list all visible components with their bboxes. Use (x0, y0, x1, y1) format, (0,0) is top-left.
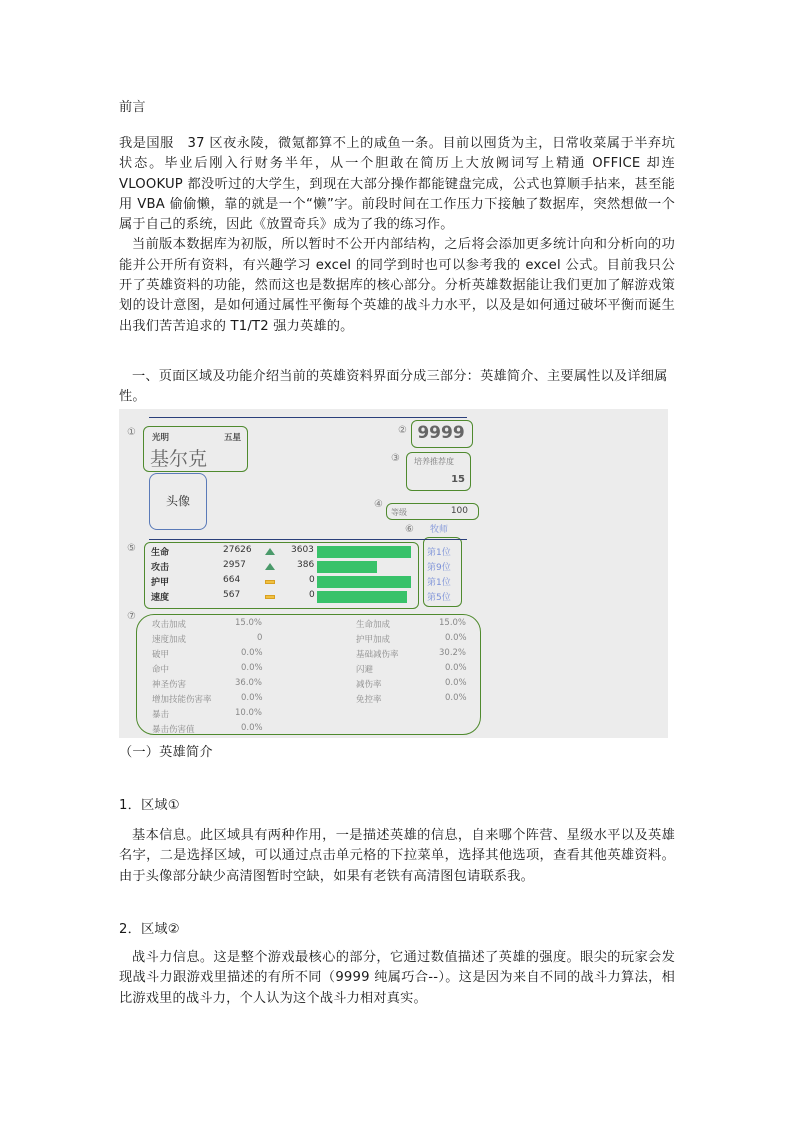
detail-value: 15.0% (439, 618, 467, 628)
marker-1: ① (127, 427, 136, 438)
level-value: 100 (450, 506, 468, 516)
detail-value: 0.0% (241, 723, 263, 733)
stat-value: 664 (223, 575, 241, 585)
stat-name: 护甲 (151, 578, 170, 588)
faction-select[interactable]: 光明 (152, 433, 170, 443)
stat-delta: 3603 (291, 545, 314, 555)
intro-paragraph-2: 当前版本数据库为初版，所以暂时不公开内部结构，之后将会添加更多统计向和分析向的功能并公开所有资料，有兴趣学习 excel 的同学到时也可以参考我的 excel 公式。目前我只公开了英雄资料的功能，然而这也是数据库的核心部分。分析英雄数据能让我们更加了解游戏策划的设计意图，是如何通过属性平衡每个英雄的战斗力水平，以及是如何通过破坏平衡而诞生出我们苦苦追求的 T1/T2 强力英雄的。 (119, 237, 675, 334)
detail-key: 暴击 (152, 710, 170, 720)
detail-value: 0.0% (241, 648, 263, 658)
class-label: 牧师 (430, 525, 449, 535)
stat-row (119, 590, 668, 605)
marker-5: ⑤ (127, 543, 136, 554)
detail-value: 30.2% (439, 648, 467, 658)
stat-row (119, 575, 668, 590)
level-label: 等级 (391, 508, 407, 517)
stat-bar (317, 561, 377, 573)
area-1-title: 1．区域① (119, 798, 180, 813)
detail-value: 0.0% (241, 663, 263, 673)
detail-value: 0.0% (445, 633, 467, 643)
hero-profile-figure (119, 409, 668, 738)
stat-bar (317, 546, 411, 558)
area-2-title: 2．区域② (119, 922, 180, 937)
stat-name: 攻击 (151, 563, 170, 573)
marker-3: ③ (391, 453, 400, 464)
marker-7: ⑦ (127, 611, 136, 622)
detail-value: 0.0% (445, 678, 467, 688)
trend-up-icon (265, 563, 275, 570)
stat-bar (317, 576, 411, 588)
stat-name: 速度 (151, 593, 170, 603)
detail-key: 增加技能伤害率 (152, 695, 212, 705)
area-2-body: 战斗力信息。这是整个游戏最核心的部分，它通过数值描述了英雄的强度。眼尖的玩家会发现战斗力跟游戏里描述的有所不同（9999 纯属巧合--）。这是因为来自不同的战斗力算法，相比游戏里的战斗力，个人认为这个战斗力相对真实。 (119, 950, 675, 1006)
detail-key: 破甲 (152, 650, 170, 660)
stat-value: 27626 (223, 545, 252, 555)
detail-value: 0.0% (445, 693, 467, 703)
area-1-body: 基本信息。此区域具有两种作用，一是描述英雄的信息，自来哪个阵营、星级水平以及英雄名字，二是选择区域，可以通过点击单元格的下拉菜单，选择其他选项，查看其他英雄资料。由于头像部分缺少高清图暂时空缺，如果有老铁有高清图包请联系我。 (119, 828, 675, 884)
top-rule (149, 417, 467, 418)
stat-rank: 第5位 (427, 593, 451, 603)
intro-block (119, 134, 675, 337)
marker-6: ⑥ (405, 524, 414, 535)
hero-name-select[interactable]: 基尔克 (150, 448, 208, 470)
intro-paragraph-1: 我是国服 37 区夜永陵，微氪都算不上的咸鱼一条。目前以囤货为主，日常收菜属于半弃坑状态。毕业后刚入行财务半年，从一个胆敢在简历上大放阙词写上精通 OFFICE 却连 VLOOKUP 都没听过的大学生，到现在大部分操作都能键盘完成，公式也算顺手拈来，甚至能用 VBA 偷偷懒，靠的就是一个“懒”字。前段时间在工作压力下接触了数据库，突然想做一个属于自己的系统，因此《放置奇兵》成为了我的练习作。 (119, 136, 675, 233)
stat-rank: 第1位 (427, 578, 451, 588)
level-box (386, 503, 479, 520)
detail-value: 10.0% (235, 708, 263, 718)
power-box (411, 420, 473, 448)
stat-rank: 第1位 (427, 548, 451, 558)
detail-value: 36.0% (235, 678, 263, 688)
stats-rule (149, 539, 467, 540)
stat-value: 567 (223, 590, 241, 600)
detail-key: 免控率 (356, 695, 382, 705)
detail-value: 15.0% (235, 618, 263, 628)
detail-key: 神圣伤害 (152, 680, 187, 690)
trend-flat-icon (265, 595, 275, 599)
stat-bar (317, 591, 407, 603)
stat-value: 2957 (223, 560, 246, 570)
preface-heading: 前言 (119, 100, 146, 115)
hero-basic-info-box[interactable] (143, 426, 248, 472)
detail-stats-box (136, 614, 481, 735)
trend-flat-icon (265, 580, 275, 584)
train-recommend-box (406, 452, 471, 491)
detail-key: 攻击加成 (152, 620, 187, 630)
power-value: 9999 (417, 423, 465, 443)
detail-value: 0.0% (445, 663, 467, 673)
marker-2: ② (398, 425, 407, 436)
detail-key: 闪避 (356, 665, 374, 675)
train-label: 培养推荐度 (414, 457, 454, 466)
marker-4: ④ (374, 499, 383, 510)
stat-delta: 0 (309, 575, 315, 585)
detail-key: 生命加成 (356, 620, 391, 630)
stat-delta: 386 (297, 560, 315, 570)
stat-delta: 0 (309, 590, 315, 600)
star-select[interactable]: 五星 (224, 433, 242, 443)
figure-caption: （一）英雄简介 (119, 745, 213, 760)
stat-rank: 第9位 (427, 563, 451, 573)
trend-up-icon (265, 548, 275, 555)
detail-value: 0.0% (241, 693, 263, 703)
detail-key: 暴击伤害值 (152, 725, 195, 735)
detail-key: 护甲加成 (356, 635, 391, 645)
stat-name: 生命 (151, 548, 170, 558)
train-value: 15 (451, 474, 465, 485)
detail-key: 基础减伤率 (356, 650, 399, 660)
detail-key: 命中 (152, 665, 170, 675)
detail-value: 0 (257, 633, 263, 643)
section-1-heading: 一、页面区域及功能介绍当前的英雄资料界面分成三部分：英雄简介、主要属性以及详细属性。 (119, 369, 668, 405)
stat-row (119, 545, 668, 560)
hero-avatar-placeholder: 头像 (149, 473, 207, 530)
stat-row (119, 560, 668, 575)
detail-key: 速度加成 (152, 635, 187, 645)
detail-key: 减伤率 (356, 680, 382, 690)
